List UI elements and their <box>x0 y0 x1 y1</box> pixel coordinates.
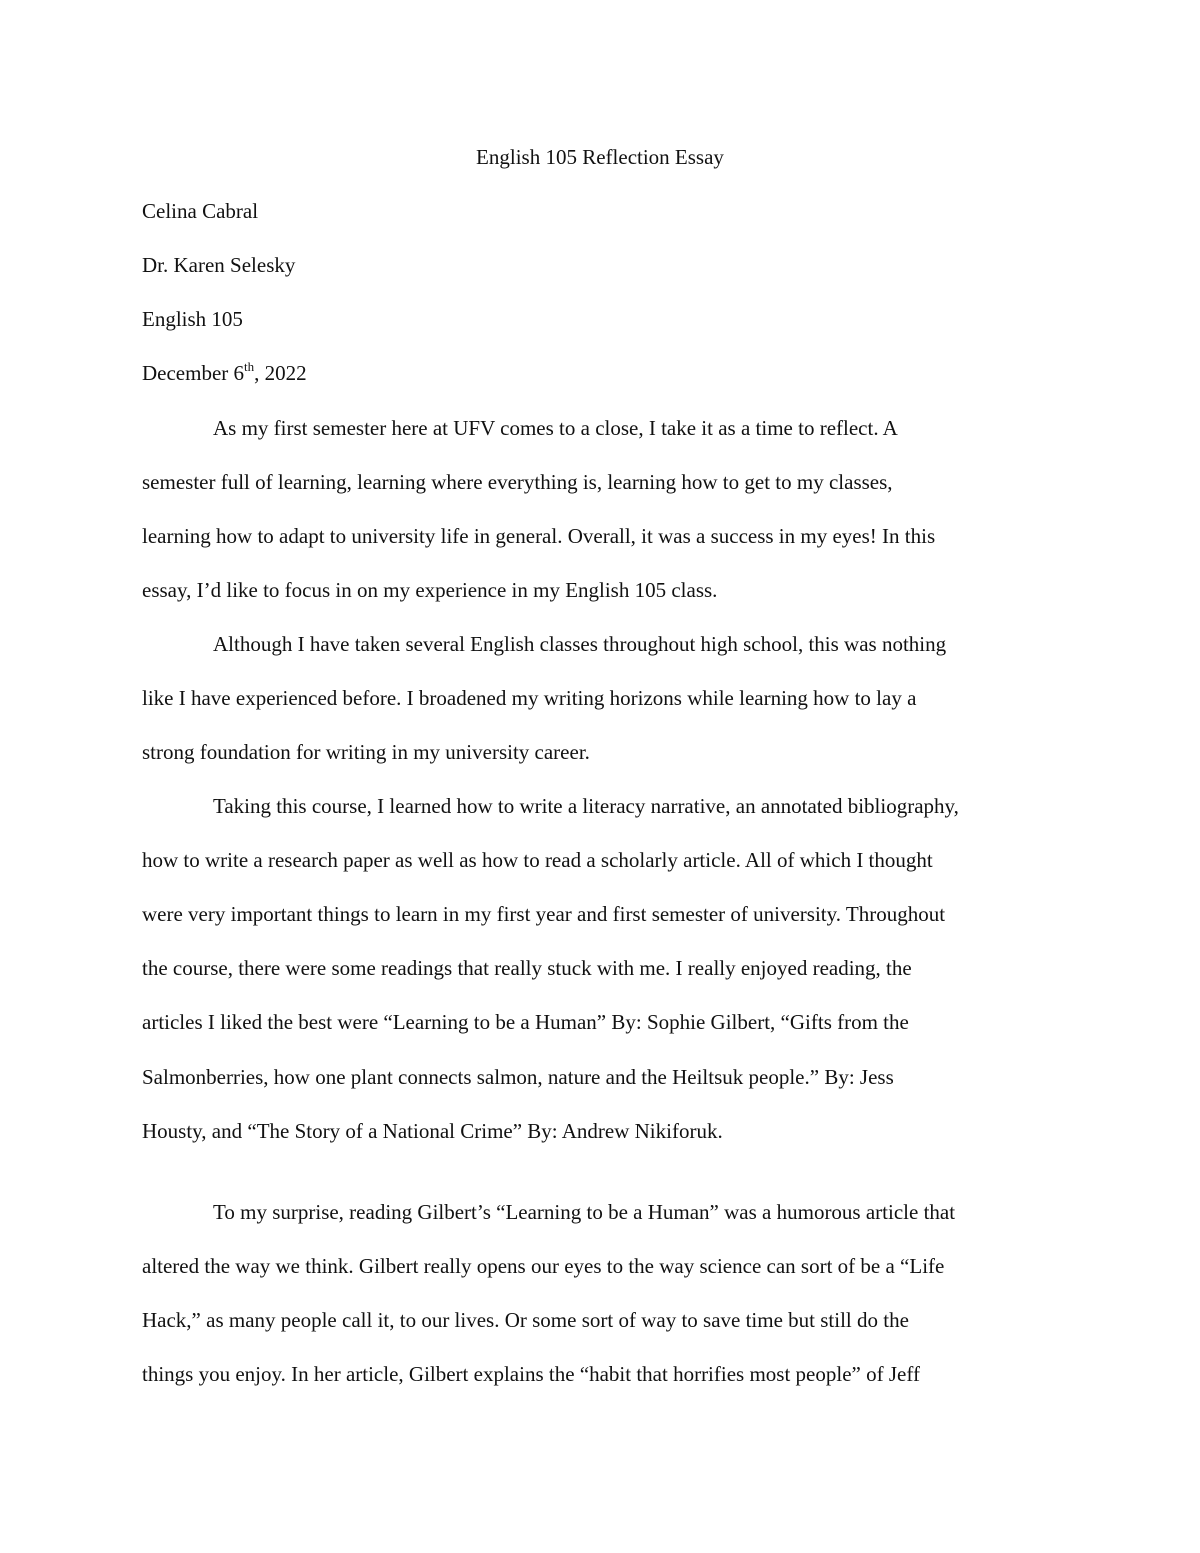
course-name: English 105 <box>142 307 243 331</box>
date-suffix: , 2022 <box>254 361 307 385</box>
paragraph-line: Although I have taken several English classes throughout high school, this was nothing <box>213 632 947 656</box>
paragraph-line: semester full of learning, learning where everything is, learning how to get to my classes, <box>142 470 893 494</box>
paragraph-line: things you enjoy. In her article, Gilbert explains the “habit that horrifies most people” of Jeff <box>142 1362 920 1386</box>
essay-title: English 105 Reflection Essay <box>476 145 724 169</box>
paragraph-line: Salmonberries, how one plant connects salmon, nature and the Heiltsuk people.” By: Jess <box>142 1065 894 1089</box>
paragraph-line: the course, there were some readings that really stuck with me. I really enjoyed reading, the <box>142 956 912 980</box>
paragraph-line: how to write a research paper as well as how to read a scholarly article. All of which I thought <box>142 848 933 872</box>
paragraph-line: strong foundation for writing in my university career. <box>142 740 590 764</box>
date-prefix: December 6 <box>142 361 245 385</box>
paragraph-line: To my surprise, reading Gilbert’s “Learning to be a Human” was a humorous article that <box>213 1200 956 1224</box>
paragraph-line: altered the way we think. Gilbert really opens our eyes to the way science can sort of be a “Life <box>142 1254 945 1278</box>
paragraph-line: As my first semester here at UFV comes to a close, I take it as a time to reflect. A <box>213 416 898 440</box>
paragraph-line: like I have experienced before. I broadened my writing horizons while learning how to lay a <box>142 686 917 710</box>
paragraph-line: Housty, and “The Story of a National Crime” By: Andrew Nikiforuk. <box>142 1119 723 1143</box>
instructor-name: Dr. Karen Selesky <box>142 253 296 277</box>
paragraph-line: Hack,” as many people call it, to our lives. Or some sort of way to save time but still do the <box>142 1308 909 1332</box>
date-superscript: th <box>244 359 255 374</box>
paragraph-line: articles I liked the best were “Learning to be a Human” By: Sophie Gilbert, “Gifts from the <box>142 1010 909 1034</box>
paragraph-line: learning how to adapt to university life in general. Overall, it was a success in my eyes! In this <box>142 524 936 548</box>
essay-date <box>142 359 307 387</box>
paragraph-line: Taking this course, I learned how to write a literacy narrative, an annotated bibliography, <box>213 794 959 818</box>
author-name: Celina Cabral <box>142 199 259 223</box>
paragraph-line: essay, I’d like to focus in on my experience in my English 105 class. <box>142 578 718 602</box>
paragraph-line: were very important things to learn in my first year and first semester of university. Throughout <box>142 902 946 926</box>
